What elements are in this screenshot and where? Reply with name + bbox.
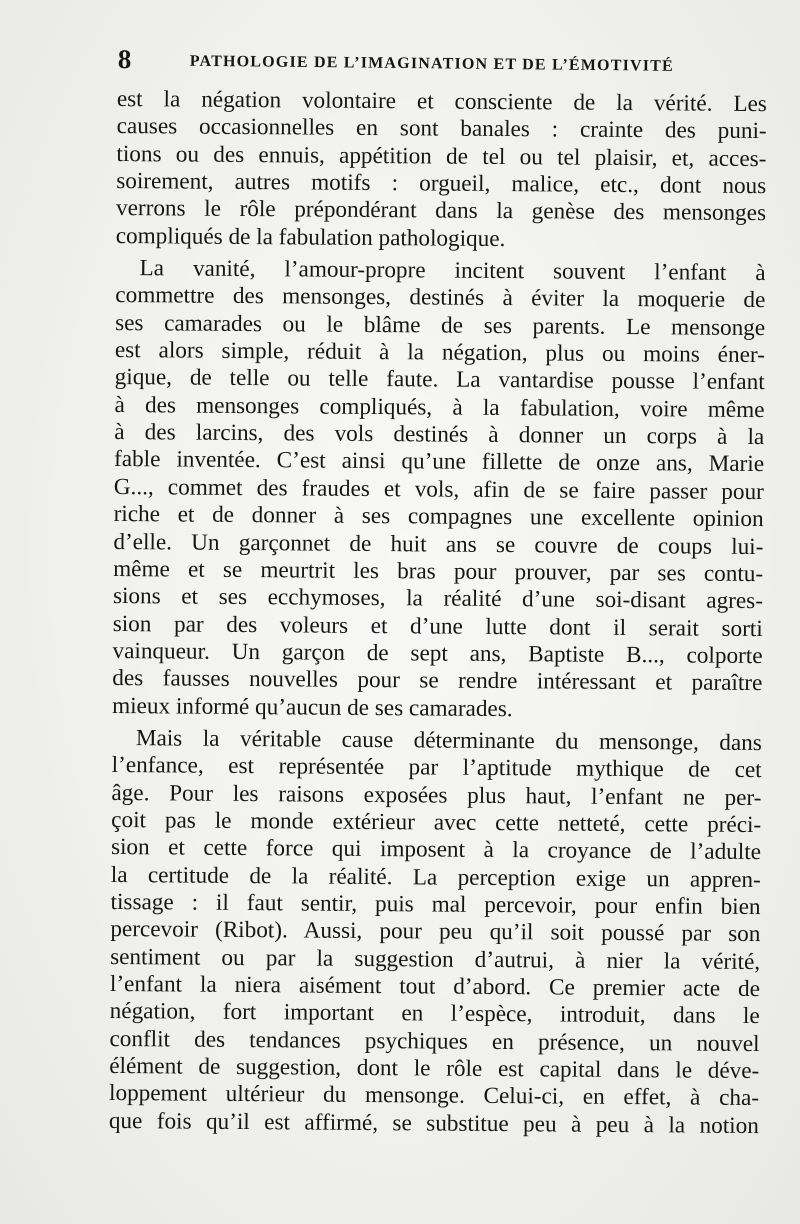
text-line: ses camarades ou le blâme de ses parents. Le mensonge <box>115 309 766 341</box>
text-line: vainqueur. Un garçon de sept ans, Baptiste B..., colporte <box>112 637 763 669</box>
text-line: soirement, autres motifs : orgueil, malice, etc., dont nous <box>116 168 767 200</box>
text-line: loppement ultérieur du mensonge. Celui-ci, en effet, à cha- <box>108 1080 760 1112</box>
text-line: d’elle. Un garçonnet de huit ans se couvre de coups lui- <box>113 528 764 560</box>
page-number: 8 <box>117 44 132 75</box>
text-line: que fois qu’il est affirmé, se substitue peu à peu à la notion <box>108 1107 759 1139</box>
text-line: mieux informé qu’aucun de ses camarades. <box>112 692 513 722</box>
text-line: verrons le rôle prépondérant dans la genèse des mensonges <box>115 195 767 227</box>
text-line: à des larcins, des vols destinés à donner un corps à la <box>114 419 765 451</box>
text-line: sion par des voleurs et d’une lutte dont il serait sorti <box>112 610 763 642</box>
text-line: l’enfant la niera aisément tout d’abord. Ce premier acte de <box>109 970 761 1003</box>
text-line: l’enfance, est représentée par l’aptitude mythique de cet <box>111 752 762 784</box>
text-line: commettre des mensonges, destinés à éviter la moquerie de <box>115 282 766 314</box>
text-line: sions et ses ecchymoses, la réalité d’une soi-disant agres- <box>112 583 764 615</box>
text-line: G..., commet des fraudes et vols, afin de se faire passer pour <box>113 473 764 505</box>
page-header <box>118 44 718 86</box>
text-line: est la négation volontaire et consciente de la vérité. Les <box>116 86 767 118</box>
text-line: tissage : il faut sentir, puis mal percevoir, pour enfin bien <box>110 888 761 921</box>
text-line: est alors simple, réduit à la négation, plus ou moins éner- <box>114 337 766 369</box>
text-line: négation, fort important en l’espèce, introduit, dans le <box>109 998 760 1030</box>
text-line: âge. Pour les raisons exposées plus haut, l’enfant ne per- <box>111 779 762 811</box>
text-line: des fausses nouvelles pour se rendre intéressant et paraître <box>112 665 763 697</box>
text-line: La vanité, l’amour-propre incitent souvent l’enfant à <box>139 255 766 287</box>
text-line: la certitude de la réalité. La perception exige un appren- <box>110 861 761 893</box>
text-line: compliqués de la fabulation pathologique. <box>115 222 506 252</box>
text-line: tions ou des ennuis, appétition de tel ou tel plaisir, et, acces- <box>116 140 767 172</box>
text-line: riche et de donner à ses compagnes une excellente opinion <box>113 501 764 533</box>
text-line: causes occasionnelles en sont banales : crainte des puni- <box>116 113 767 145</box>
running-title: PATHOLOGIE DE L’IMAGINATION ET DE L’ÉMOTIVITÉ <box>189 52 675 75</box>
text-line: même et se meurtrit les bras pour prouver, par ses contu- <box>113 555 764 587</box>
text-line: percevoir (Ribot). Aussi, pour peu qu’il soit poussé par son <box>110 916 761 948</box>
text-line: gique, de telle ou telle faute. La vantardise pousse l’enfant <box>114 364 765 396</box>
text-line: conflit des tendances psychiques en présence, un nouvel <box>109 1025 760 1057</box>
body-text <box>109 86 767 1140</box>
text-line: élément de suggestion, dont le rôle est capital dans le déve- <box>109 1053 760 1085</box>
text-line: fable inventée. C’est ainsi qu’une fillette de onze ans, Marie <box>113 446 765 478</box>
text-line: à des mensonges compliqués, à la fabulation, voire même <box>114 391 765 423</box>
text-line: çoit pas le monde extérieur avec cette netteté, cette préci- <box>111 806 762 839</box>
text-line: sion et cette force qui imposent à la croyance de l’adulte <box>110 834 762 866</box>
text-line: Mais la véritable cause déterminante du mensonge, dans <box>135 725 762 756</box>
text-line: sentiment ou par la suggestion d’autrui, à nier la vérité, <box>110 943 761 975</box>
